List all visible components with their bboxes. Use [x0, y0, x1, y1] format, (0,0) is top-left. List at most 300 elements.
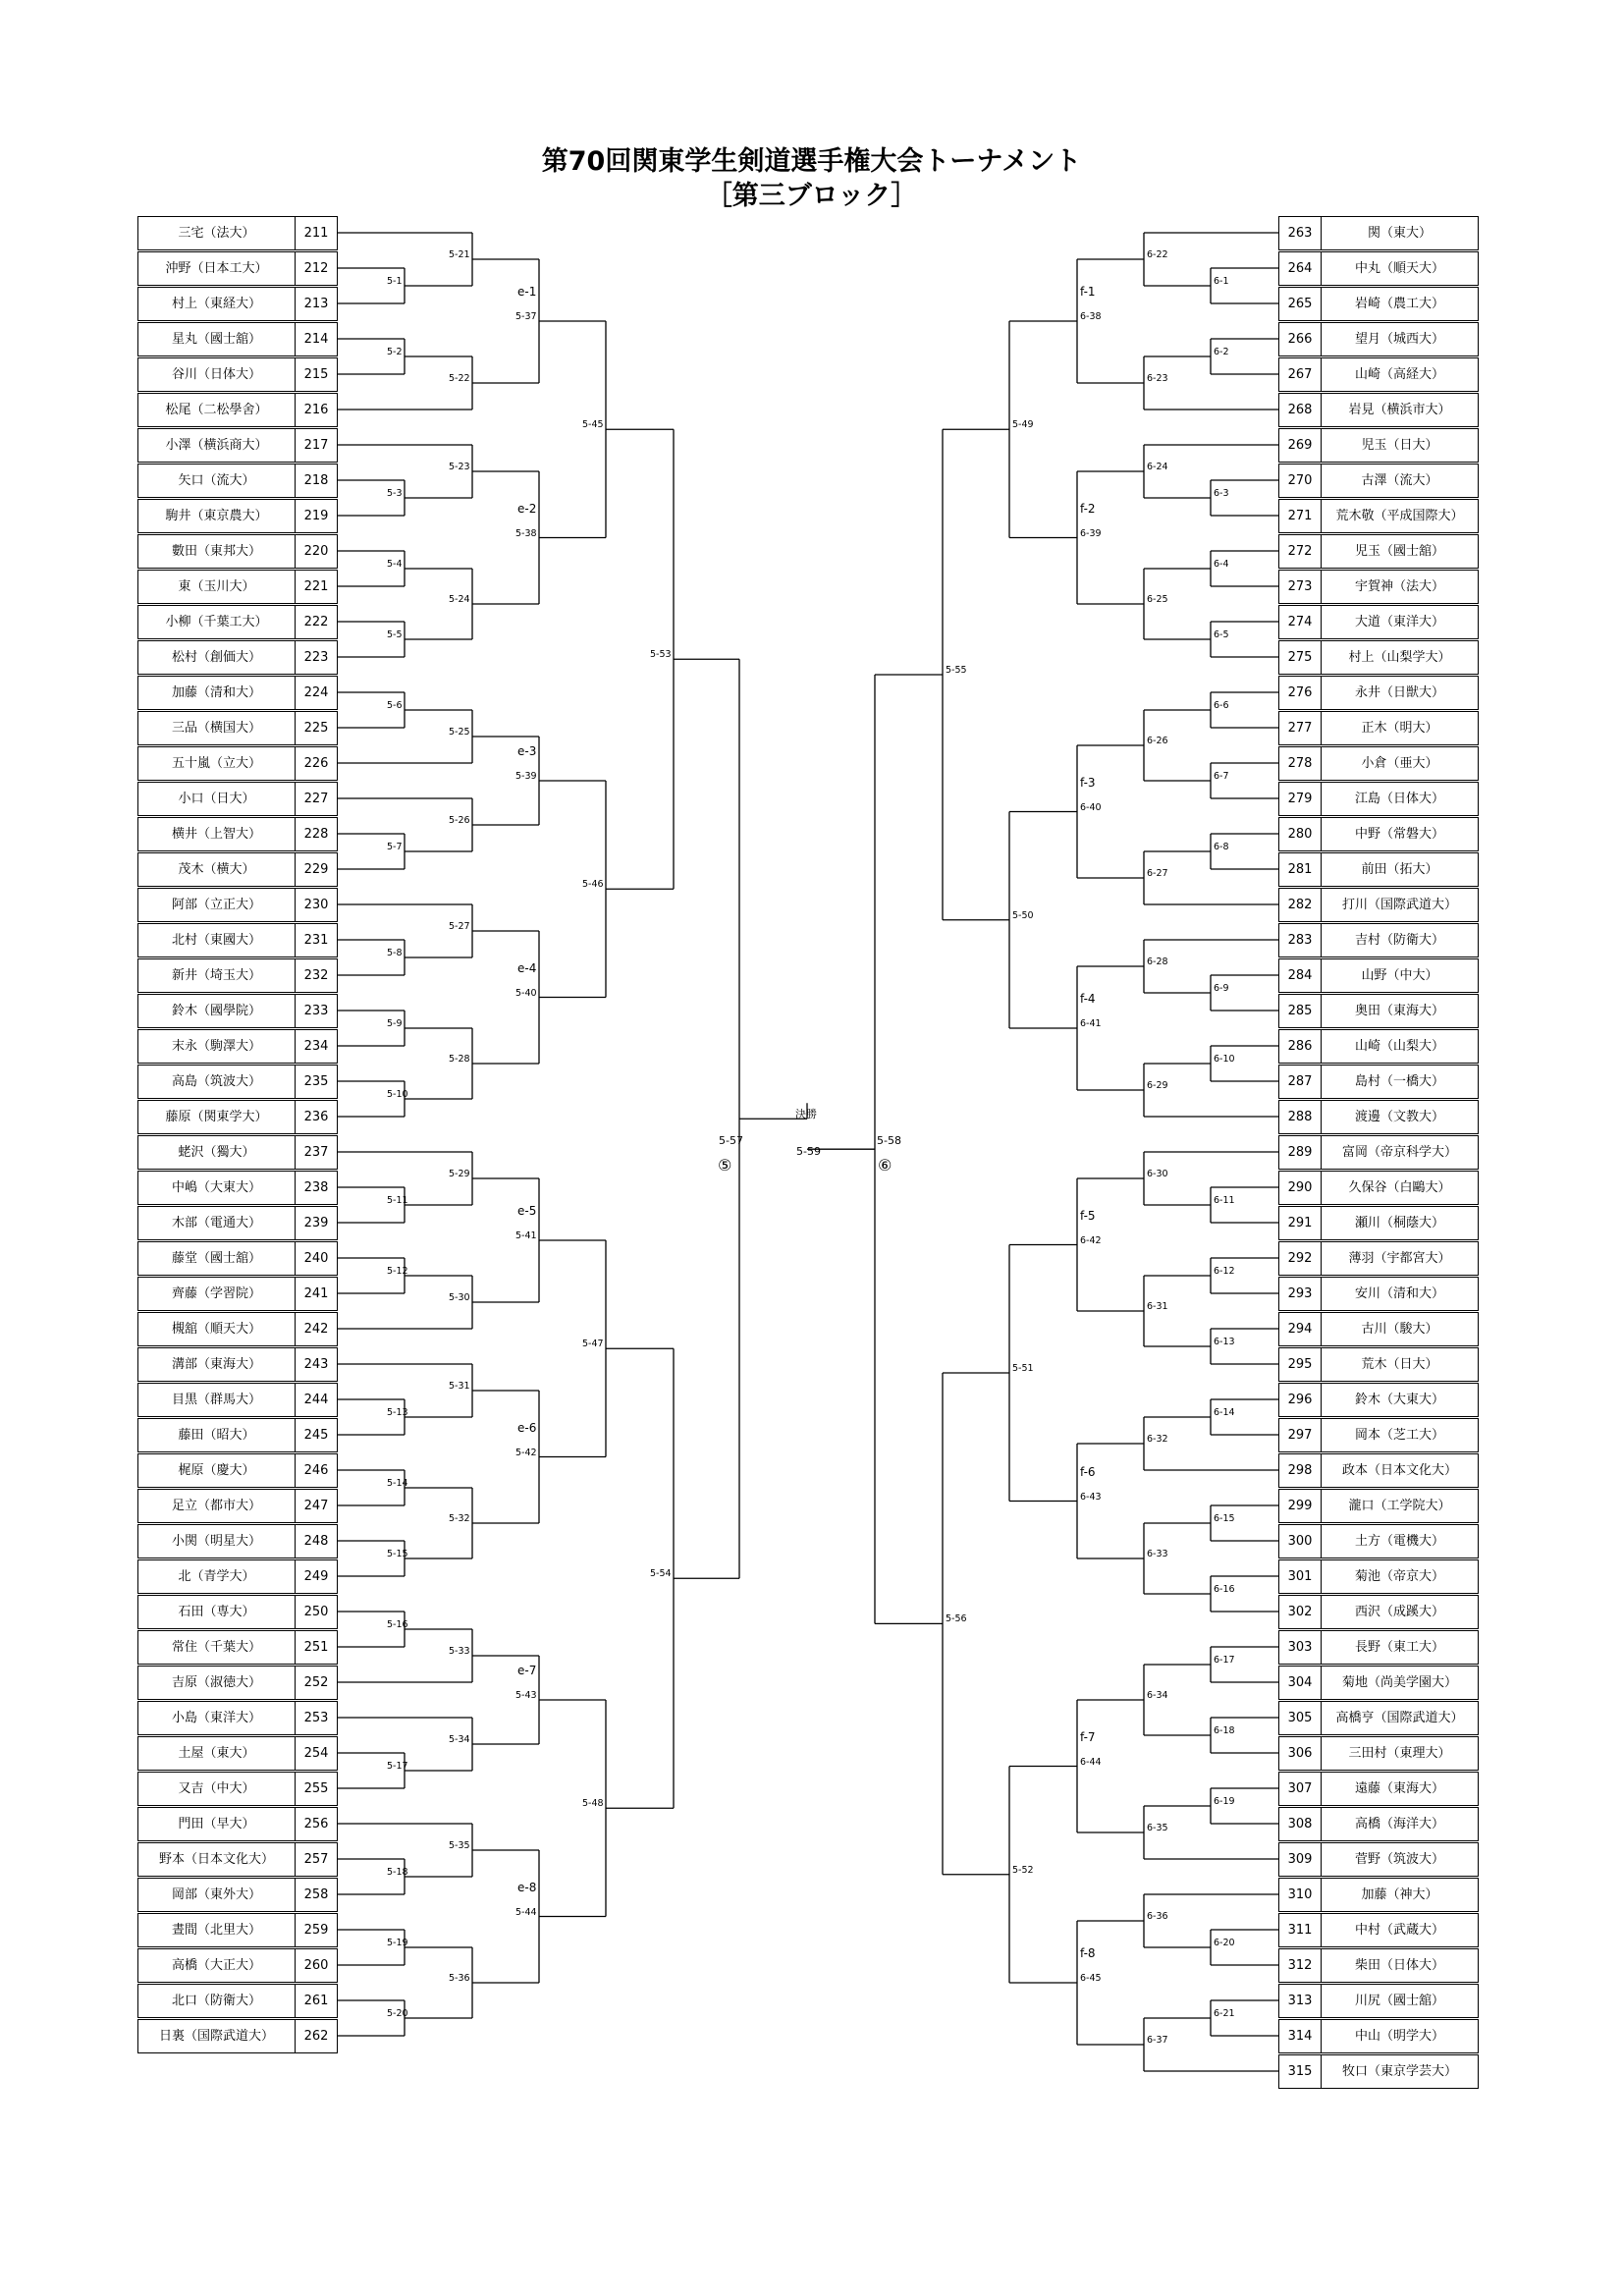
entry-name: 山崎（山梨大）: [1321, 1029, 1479, 1064]
entry-number: 287: [1278, 1065, 1322, 1099]
match-label: 5-16: [387, 1619, 408, 1630]
match-label: 6-7: [1214, 771, 1229, 782]
entry-number: 297: [1278, 1418, 1322, 1452]
entry-name: 小柳（千葉工大）: [137, 605, 296, 639]
entry-number: 233: [295, 994, 338, 1028]
entry-number: 241: [295, 1277, 338, 1311]
match-label: 5-52: [1012, 1864, 1034, 1876]
entry-number: 308: [1278, 1807, 1322, 1841]
entry-name: 前田（拓大）: [1321, 852, 1479, 887]
match-label: 5-44: [515, 1906, 537, 1918]
match-label: 5-2: [387, 347, 403, 357]
entry-number: 283: [1278, 923, 1322, 957]
entry-name: 正木（明大）: [1321, 711, 1479, 745]
entry-name: 北村（東國大）: [137, 923, 296, 957]
match-label: 6-22: [1147, 249, 1168, 260]
entry-number: 239: [295, 1206, 338, 1240]
match-label: 5-33: [449, 1646, 470, 1657]
entry-name: 石田（専大）: [137, 1595, 296, 1629]
match-label: 6-42: [1080, 1234, 1102, 1246]
match-label: 5-10: [387, 1089, 408, 1100]
entry-number: 273: [1278, 570, 1322, 604]
entry-name: 富岡（帝京科学大）: [1321, 1135, 1479, 1170]
match-label: 5-29: [449, 1169, 470, 1179]
entry-number: 269: [1278, 428, 1322, 463]
match-label: 5-45: [582, 419, 604, 431]
entry-name: 駒井（東京農大）: [137, 499, 296, 533]
match-label: 5-24: [449, 594, 470, 605]
match-label: 6-31: [1147, 1301, 1168, 1312]
entry-number: 214: [295, 322, 338, 356]
match-label: 6-25: [1147, 594, 1168, 605]
entry-name: 古川（駿大）: [1321, 1312, 1479, 1346]
entry-name: 長野（東工大）: [1321, 1630, 1479, 1665]
group-label: e-5: [517, 1204, 537, 1218]
entry-name: 遠藤（東海大）: [1321, 1772, 1479, 1806]
match-label: 5-12: [387, 1266, 408, 1277]
entry-name: 打川（国際武道大）: [1321, 888, 1479, 922]
entry-name: 五十嵐（立大）: [137, 746, 296, 781]
entry-number: 257: [295, 1842, 338, 1877]
entry-name: 鈴木（大東大）: [1321, 1383, 1479, 1417]
group-label: f-7: [1080, 1729, 1096, 1744]
entry-name: 島村（一橋大）: [1321, 1065, 1479, 1099]
entry-name: 谷川（日体大）: [137, 357, 296, 392]
entry-name: 松村（創価大）: [137, 640, 296, 675]
entry-number: 219: [295, 499, 338, 533]
entry-number: 315: [1278, 2054, 1322, 2089]
entry-name: 瀬川（桐蔭大）: [1321, 1206, 1479, 1240]
match-label: 6-34: [1147, 1690, 1168, 1701]
entry-number: 305: [1278, 1701, 1322, 1735]
match-label: 5-41: [515, 1230, 537, 1241]
match-label: 6-18: [1214, 1725, 1235, 1736]
entry-number: 235: [295, 1065, 338, 1099]
entry-name: 阿部（立正大）: [137, 888, 296, 922]
entry-number: 259: [295, 1913, 338, 1947]
entry-number: 260: [295, 1948, 338, 1983]
match-label: 6-21: [1214, 2008, 1235, 2019]
entry-name: 藤田（昭大）: [137, 1418, 296, 1452]
entry-name: 木部（電通大）: [137, 1206, 296, 1240]
entry-name: 藤原（関東学大）: [137, 1100, 296, 1134]
match-label: 5-4: [387, 559, 403, 570]
entry-name: 高島（筑波大）: [137, 1065, 296, 1099]
match-label: 5-8: [387, 948, 403, 958]
final-label: 決勝: [795, 1108, 817, 1121]
entry-number: 281: [1278, 852, 1322, 887]
entry-number: 302: [1278, 1595, 1322, 1629]
entry-name: 高橋（大正大）: [137, 1948, 296, 1983]
group-label: e-3: [517, 744, 537, 758]
match-label: 6-19: [1214, 1796, 1235, 1807]
entry-name: 山崎（高経大）: [1321, 357, 1479, 392]
entry-name: 久保谷（白鷗大）: [1321, 1171, 1479, 1205]
group-label: f-2: [1080, 501, 1096, 516]
entry-number: 262: [295, 2019, 338, 2053]
group-label: e-4: [517, 960, 537, 975]
match-label: 6-15: [1214, 1513, 1235, 1524]
left-block-mark: ⑤: [718, 1156, 732, 1175]
entry-name: 菊池（帝京大）: [1321, 1559, 1479, 1594]
match-label: 5-51: [1012, 1363, 1034, 1374]
match-label: 5-13: [387, 1407, 408, 1418]
entry-number: 295: [1278, 1347, 1322, 1382]
entry-number: 276: [1278, 676, 1322, 710]
entry-name: 高橋（海洋大）: [1321, 1807, 1479, 1841]
entry-name: 瀧口（工学院大）: [1321, 1489, 1479, 1523]
group-label: f-3: [1080, 775, 1096, 790]
entry-number: 221: [295, 570, 338, 604]
entry-number: 225: [295, 711, 338, 745]
entry-number: 254: [295, 1736, 338, 1771]
entry-number: 242: [295, 1312, 338, 1346]
entry-number: 311: [1278, 1913, 1322, 1947]
entry-number: 251: [295, 1630, 338, 1665]
entry-name: 永井（日獣大）: [1321, 676, 1479, 710]
match-label: 6-32: [1147, 1434, 1168, 1445]
match-label: 5-35: [449, 1840, 470, 1851]
match-label: 6-37: [1147, 2035, 1168, 2046]
entry-name: 岩見（横浜市大）: [1321, 393, 1479, 427]
match-label: 5-53: [650, 649, 672, 661]
final-match-label: 5-59: [796, 1145, 821, 1158]
entry-name: 牧口（東京学芸大）: [1321, 2054, 1479, 2089]
entry-name: 江島（日体大）: [1321, 782, 1479, 816]
match-label: 5-54: [650, 1568, 672, 1580]
entry-name: 加藤（神大）: [1321, 1878, 1479, 1912]
entry-number: 216: [295, 393, 338, 427]
match-label: 5-14: [387, 1478, 408, 1489]
entry-name: 中村（武蔵大）: [1321, 1913, 1479, 1947]
group-label: e-7: [517, 1664, 537, 1677]
match-label: 5-1: [387, 276, 403, 287]
match-label: 5-7: [387, 842, 403, 852]
group-label: e-2: [517, 501, 537, 516]
match-label: 6-26: [1147, 736, 1168, 746]
match-label: 6-23: [1147, 373, 1168, 384]
entry-name: 渡邊（文教大）: [1321, 1100, 1479, 1134]
left-semi-label: 5-57: [719, 1134, 743, 1147]
entry-number: 243: [295, 1347, 338, 1382]
match-label: 6-30: [1147, 1169, 1168, 1179]
match-label: 6-9: [1214, 983, 1229, 994]
entry-name: 大道（東洋大）: [1321, 605, 1479, 639]
entry-name: 三田村（東理大）: [1321, 1736, 1479, 1771]
entry-number: 285: [1278, 994, 1322, 1028]
match-label: 6-11: [1214, 1195, 1235, 1206]
entry-name: 蛯沢（獨大）: [137, 1135, 296, 1170]
entry-number: 293: [1278, 1277, 1322, 1311]
entry-name: 中嶋（大東大）: [137, 1171, 296, 1205]
entry-number: 240: [295, 1241, 338, 1276]
match-label: 5-32: [449, 1513, 470, 1524]
match-label: 6-28: [1147, 957, 1168, 967]
entry-number: 288: [1278, 1100, 1322, 1134]
match-label: 5-46: [582, 879, 604, 891]
match-label: 5-15: [387, 1549, 408, 1559]
entry-number: 278: [1278, 746, 1322, 781]
entry-number: 218: [295, 464, 338, 498]
entry-number: 228: [295, 817, 338, 851]
entry-name: 目黒（群馬大）: [137, 1383, 296, 1417]
match-label: 6-39: [1080, 527, 1102, 539]
entry-name: 中丸（順天大）: [1321, 251, 1479, 286]
entry-number: 296: [1278, 1383, 1322, 1417]
entry-number: 289: [1278, 1135, 1322, 1170]
match-label: 6-1: [1214, 276, 1229, 287]
match-label: 5-50: [1012, 909, 1034, 921]
entry-name: 藤堂（國士舘）: [137, 1241, 296, 1276]
match-label: 5-55: [946, 665, 967, 676]
entry-name: 山野（中大）: [1321, 958, 1479, 993]
match-label: 6-8: [1214, 842, 1229, 852]
entry-name: 鈴木（國學院）: [137, 994, 296, 1028]
match-label: 5-9: [387, 1018, 403, 1029]
entry-number: 250: [295, 1595, 338, 1629]
entry-number: 264: [1278, 251, 1322, 286]
entry-name: 横井（上智大）: [137, 817, 296, 851]
entry-number: 275: [1278, 640, 1322, 675]
match-label: 5-27: [449, 921, 470, 932]
page-subtitle: ［第三ブロック］: [705, 181, 918, 211]
entry-name: 岡本（芝工大）: [1321, 1418, 1479, 1452]
entry-number: 304: [1278, 1666, 1322, 1700]
entry-name: 末永（駒澤大）: [137, 1029, 296, 1064]
entry-name: 茂木（横大）: [137, 852, 296, 887]
match-label: 6-4: [1214, 559, 1229, 570]
entry-number: 227: [295, 782, 338, 816]
entry-number: 256: [295, 1807, 338, 1841]
match-label: 6-2: [1214, 347, 1229, 357]
entry-number: 290: [1278, 1171, 1322, 1205]
match-label: 5-25: [449, 727, 470, 738]
match-label: 6-5: [1214, 629, 1229, 640]
entry-number: 263: [1278, 216, 1322, 250]
group-label: f-4: [1080, 992, 1096, 1006]
entry-name: 小倉（亜大）: [1321, 746, 1479, 781]
entry-name: 野本（日本文化大）: [137, 1842, 296, 1877]
match-label: 6-20: [1214, 1938, 1235, 1948]
match-label: 5-48: [582, 1798, 604, 1810]
entry-number: 258: [295, 1878, 338, 1912]
entry-number: 224: [295, 676, 338, 710]
entry-number: 310: [1278, 1878, 1322, 1912]
entry-name: 北口（防衛大）: [137, 1984, 296, 2018]
entry-name: 小島（東洋大）: [137, 1701, 296, 1735]
entry-name: 土方（電機大）: [1321, 1524, 1479, 1558]
entry-number: 229: [295, 852, 338, 887]
entry-name: 晝間（北里大）: [137, 1913, 296, 1947]
entry-name: 児玉（國士舘）: [1321, 534, 1479, 569]
entry-number: 303: [1278, 1630, 1322, 1665]
match-label: 6-10: [1214, 1054, 1235, 1065]
entry-number: 272: [1278, 534, 1322, 569]
entry-name: 數田（東邦大）: [137, 534, 296, 569]
entry-number: 261: [295, 1984, 338, 2018]
entry-number: 255: [295, 1772, 338, 1806]
entry-name: 安川（清和大）: [1321, 1277, 1479, 1311]
match-label: 5-20: [387, 2008, 408, 2019]
entry-name: 古澤（流大）: [1321, 464, 1479, 498]
match-label: 5-21: [449, 249, 470, 260]
entry-name: 宇賀神（法大）: [1321, 570, 1479, 604]
entry-number: 246: [295, 1453, 338, 1488]
entry-number: 244: [295, 1383, 338, 1417]
entry-number: 222: [295, 605, 338, 639]
match-label: 5-18: [387, 1867, 408, 1878]
entry-number: 279: [1278, 782, 1322, 816]
entry-name: 土屋（東大）: [137, 1736, 296, 1771]
match-label: 5-40: [515, 987, 537, 999]
entry-number: 252: [295, 1666, 338, 1700]
entry-name: 矢口（流大）: [137, 464, 296, 498]
match-label: 6-16: [1214, 1584, 1235, 1595]
match-label: 5-11: [387, 1195, 408, 1206]
group-label: f-6: [1080, 1464, 1096, 1479]
entry-name: 梶原（慶大）: [137, 1453, 296, 1488]
group-label: f-5: [1080, 1208, 1096, 1223]
match-label: 6-41: [1080, 1018, 1102, 1029]
match-label: 5-31: [449, 1381, 470, 1392]
entry-name: 小関（明星大）: [137, 1524, 296, 1558]
page-title: 第70回関東学生剣道選手権大会トーナメント: [541, 146, 1082, 177]
entry-number: 306: [1278, 1736, 1322, 1771]
entry-name: 岩崎（農工大）: [1321, 287, 1479, 321]
match-label: 5-22: [449, 373, 470, 384]
entry-name: 吉村（防衛大）: [1321, 923, 1479, 957]
match-label: 6-33: [1147, 1549, 1168, 1559]
entry-name: 小口（日大）: [137, 782, 296, 816]
match-label: 6-17: [1214, 1655, 1235, 1666]
entry-number: 231: [295, 923, 338, 957]
entry-number: 249: [295, 1559, 338, 1594]
entry-number: 268: [1278, 393, 1322, 427]
entry-number: 280: [1278, 817, 1322, 851]
match-label: 5-26: [449, 815, 470, 826]
entry-number: 307: [1278, 1772, 1322, 1806]
match-label: 5-37: [515, 311, 537, 322]
entry-name: 新井（埼玉大）: [137, 958, 296, 993]
entry-number: 215: [295, 357, 338, 392]
entry-name: 柴田（日体大）: [1321, 1948, 1479, 1983]
entry-number: 211: [295, 216, 338, 250]
entry-name: 奥田（東海大）: [1321, 994, 1479, 1028]
entry-number: 238: [295, 1171, 338, 1205]
entry-name: 星丸（國士舘）: [137, 322, 296, 356]
entry-number: 267: [1278, 357, 1322, 392]
entry-name: 政本（日本文化大）: [1321, 1453, 1479, 1488]
match-label: 5-39: [515, 771, 537, 782]
entry-name: 松尾（二松學舍）: [137, 393, 296, 427]
entry-name: 三宅（法大）: [137, 216, 296, 250]
match-label: 5-56: [946, 1613, 967, 1625]
entry-name: 村上（山梨学大）: [1321, 640, 1479, 675]
entry-number: 230: [295, 888, 338, 922]
entry-number: 294: [1278, 1312, 1322, 1346]
entry-name: 岡部（東外大）: [137, 1878, 296, 1912]
entry-number: 237: [295, 1135, 338, 1170]
entry-name: 日裏（国際武道大）: [137, 2019, 296, 2053]
entry-number: 282: [1278, 888, 1322, 922]
match-label: 6-3: [1214, 488, 1229, 499]
match-label: 6-6: [1214, 700, 1229, 711]
entry-number: 245: [295, 1418, 338, 1452]
entry-name: 薄羽（宇都宮大）: [1321, 1241, 1479, 1276]
entry-name: 小澤（横浜商大）: [137, 428, 296, 463]
match-label: 5-38: [515, 527, 537, 539]
entry-name: 西沢（成蹊大）: [1321, 1595, 1479, 1629]
match-label: 6-35: [1147, 1823, 1168, 1833]
entry-number: 284: [1278, 958, 1322, 993]
entry-name: 高橋亨（国際武道大）: [1321, 1701, 1479, 1735]
entry-name: 常住（千葉大）: [137, 1630, 296, 1665]
match-label: 5-43: [515, 1690, 537, 1701]
entry-name: 菊地（尚美学園大）: [1321, 1666, 1479, 1700]
entry-number: 312: [1278, 1948, 1322, 1983]
entry-number: 236: [295, 1100, 338, 1134]
entry-number: 300: [1278, 1524, 1322, 1558]
entry-number: 212: [295, 251, 338, 286]
entry-name: 東（玉川大）: [137, 570, 296, 604]
entry-number: 291: [1278, 1206, 1322, 1240]
match-label: 6-45: [1080, 1973, 1102, 1984]
entry-name: 菅野（筑波大）: [1321, 1842, 1479, 1877]
match-label: 5-36: [449, 1973, 470, 1984]
match-label: 5-30: [449, 1292, 470, 1303]
match-label: 6-36: [1147, 1911, 1168, 1922]
entry-name: 村上（東経大）: [137, 287, 296, 321]
match-label: 5-49: [1012, 419, 1034, 431]
match-label: 6-40: [1080, 801, 1102, 813]
entry-number: 226: [295, 746, 338, 781]
entry-number: 277: [1278, 711, 1322, 745]
match-label: 5-19: [387, 1938, 408, 1948]
match-label: 5-28: [449, 1054, 470, 1065]
group-label: e-8: [517, 1880, 537, 1894]
match-label: 6-38: [1080, 311, 1102, 322]
match-label: 6-44: [1080, 1756, 1102, 1768]
entry-name: 又吉（中大）: [137, 1772, 296, 1806]
entry-name: 中山（明学大）: [1321, 2019, 1479, 2053]
entry-number: 220: [295, 534, 338, 569]
entry-number: 265: [1278, 287, 1322, 321]
entry-number: 270: [1278, 464, 1322, 498]
entry-number: 234: [295, 1029, 338, 1064]
right-block-mark: ⑥: [878, 1156, 893, 1175]
entry-number: 217: [295, 428, 338, 463]
entry-name: 関（東大）: [1321, 216, 1479, 250]
match-label: 6-13: [1214, 1337, 1235, 1347]
entry-number: 232: [295, 958, 338, 993]
entry-name: 荒木敬（平成国際大）: [1321, 499, 1479, 533]
entry-name: 荒木（日大）: [1321, 1347, 1479, 1382]
entry-name: 齊藤（学習院）: [137, 1277, 296, 1311]
group-label: f-1: [1080, 285, 1096, 299]
entry-number: 274: [1278, 605, 1322, 639]
entry-name: 川尻（國士舘）: [1321, 1984, 1479, 2018]
match-label: 6-43: [1080, 1491, 1102, 1503]
right-semi-label: 5-58: [877, 1134, 901, 1147]
entry-number: 213: [295, 287, 338, 321]
entry-name: 足立（都市大）: [137, 1489, 296, 1523]
group-label: e-1: [517, 285, 537, 299]
entry-number: 299: [1278, 1489, 1322, 1523]
entry-name: 望月（城西大）: [1321, 322, 1479, 356]
entry-number: 313: [1278, 1984, 1322, 2018]
entry-name: 沖野（日本工大）: [137, 251, 296, 286]
entry-number: 266: [1278, 322, 1322, 356]
